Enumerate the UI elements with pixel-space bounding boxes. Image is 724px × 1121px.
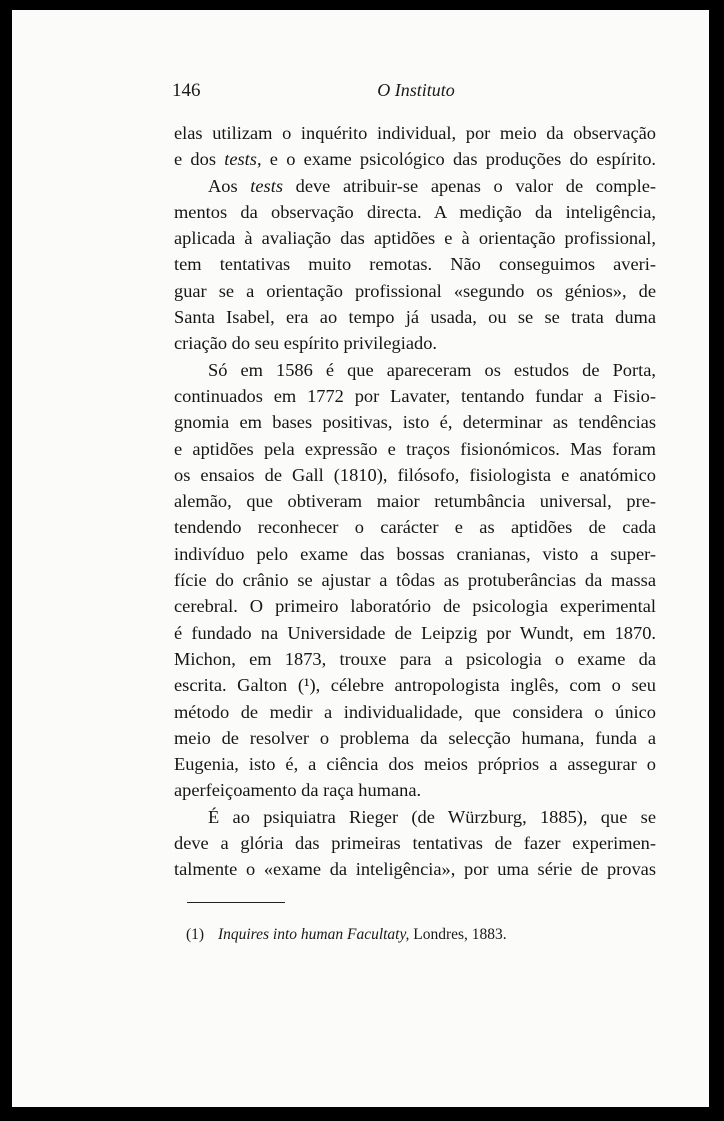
text-line: gnomia em bases positivas, isto é, determinar as tendências xyxy=(174,412,656,433)
footnote-marker: (1) xyxy=(186,926,205,943)
running-title: O Instituto xyxy=(377,80,455,100)
text-line: indivíduo pelo exame das bossas cranianas, visto a super- xyxy=(174,543,656,564)
footnote-title: Inquires into human Facultaty, xyxy=(217,926,410,943)
text-line: elas utilizam o inquérito individual, por meio da observação xyxy=(174,123,656,143)
text-line: é fundado na Universidade de Leipzig por Wundt, em 1870. xyxy=(174,622,656,643)
body-text xyxy=(174,120,656,883)
footnote-divider xyxy=(187,902,285,903)
text-line: mentos da observação directa. A medição da inteligência, xyxy=(174,201,656,222)
footnote xyxy=(186,926,507,944)
text-line: e aptidões pela expressão e traços fisionómicos. Mas foram xyxy=(174,438,656,459)
text-line: aperfeiçoamento da raça humana. xyxy=(174,780,422,801)
text-line: talmente o «exame da inteligência», por uma série de provas xyxy=(174,859,656,880)
text-line: tendendo reconhecer o carácter e as aptidões de cada xyxy=(174,517,656,538)
text-line: alemão, que obtiveram maior retumbância universal, pre- xyxy=(174,491,656,512)
footnote-rest: Londres, 1883. xyxy=(413,926,507,943)
book-page xyxy=(12,10,709,1107)
text-line: meio de resolver o problema da selecção humana, funda a xyxy=(174,727,656,748)
text-line: fície do crânio se ajustar a tôdas as protuberâncias da massa xyxy=(174,570,656,591)
text-line: Eugenia, isto é, a ciência dos meios próprios a assegurar o xyxy=(174,754,656,775)
text-line: aplicada à avaliação das aptidões e à orientação profissional, xyxy=(174,228,656,249)
text-line: cerebral. O primeiro laboratório de psicologia experimental xyxy=(174,596,656,617)
text-line: deve a glória das primeiras tentativas de fazer experimen- xyxy=(174,833,656,854)
text-line: escrita. Galton (¹), célebre antropologista inglês, com o seu xyxy=(174,675,656,696)
text-line: os ensaios de Gall (1810), filósofo, fisiologista e anatómico xyxy=(174,464,656,485)
page-number: 146 xyxy=(172,80,201,101)
text-line: Aos tests deve atribuir-se apenas o valor de comple- xyxy=(208,175,656,196)
page-header xyxy=(172,80,660,108)
text-line: método de medir a individualidade, que considera o único xyxy=(174,701,656,722)
text-line: criação do seu espírito privilegiado. xyxy=(174,333,438,354)
text-line: continuados em 1772 por Lavater, tentando fundar a Fisio- xyxy=(174,385,656,406)
text-line: Santa Isabel, era ao tempo já usada, ou se se trata duma xyxy=(174,307,656,328)
text-line: e dos tests, e o exame psicológico das produções do espírito. xyxy=(174,149,656,170)
text-line: Só em 1586 é que apareceram os estudos de Porta, xyxy=(208,359,656,380)
text-line: É ao psiquiatra Rieger (de Würzburg, 1885), que se xyxy=(208,806,656,827)
text-line: guar se a orientação profissional «segundo os génios», de xyxy=(174,280,656,301)
text-line: tem tentativas muito remotas. Não conseguimos averi- xyxy=(174,254,656,275)
text-line: Michon, em 1873, trouxe para a psicologia o exame da xyxy=(174,648,656,669)
